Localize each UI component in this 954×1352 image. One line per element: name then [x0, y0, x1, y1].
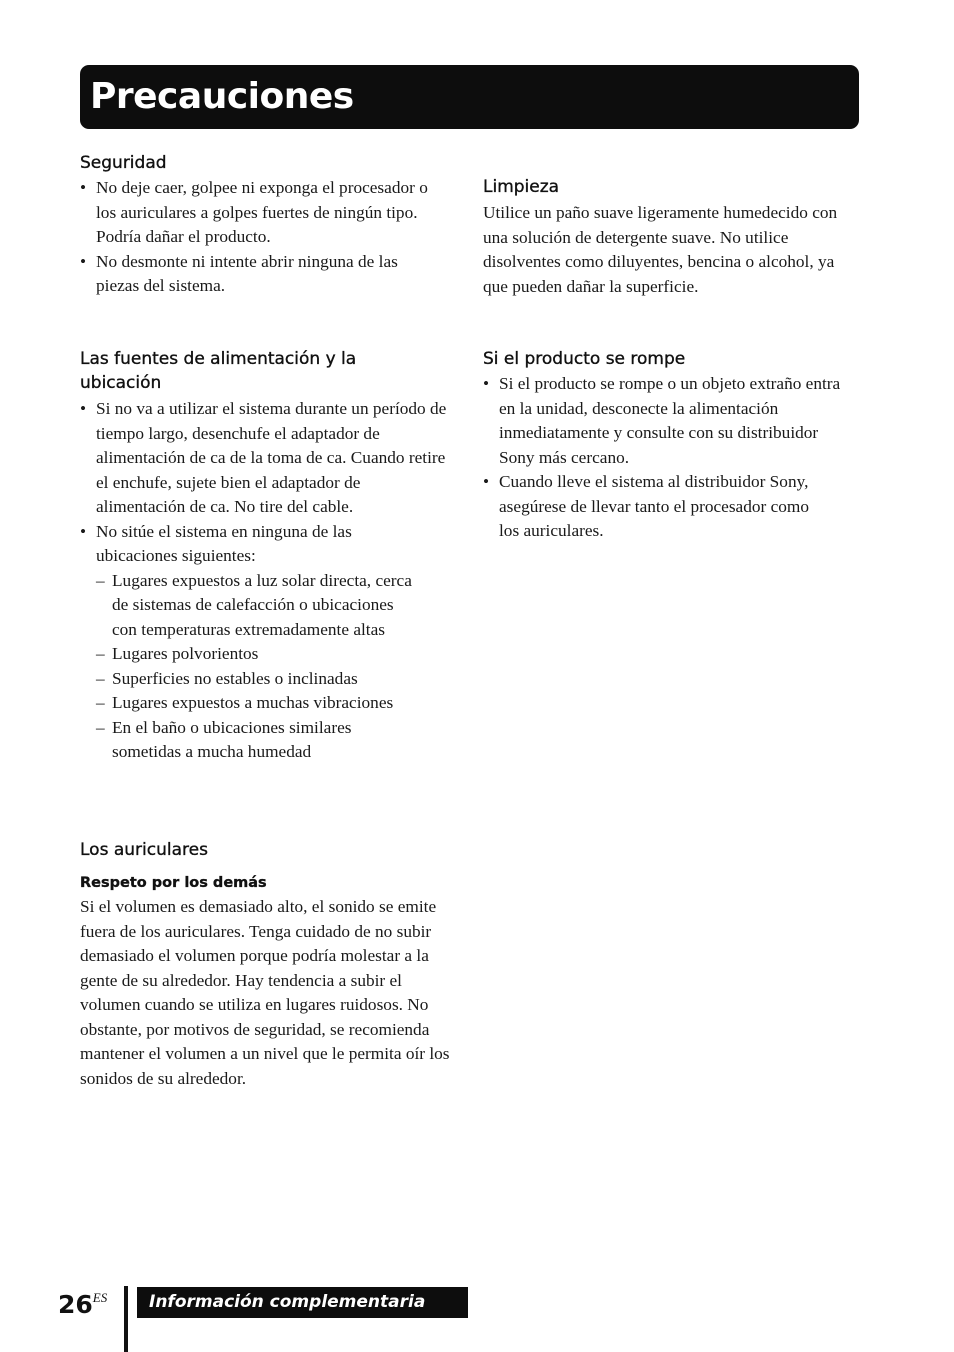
- heading-fuentes-line1: Las fuentes de alimentación y la: [80, 349, 357, 369]
- heading-auriculares: Los auriculares: [80, 840, 208, 860]
- list-item: • Si el producto se rompe o un objeto extraño entra en la unidad, desconecte la alimentación inmediatamente y consulte con su distribuidor Sony más cercano.: [483, 374, 841, 467]
- page-suffix: ES: [92, 1290, 108, 1305]
- sublist-item: – En el baño o ubicaciones similares sometidas a mucha humedad: [96, 717, 352, 761]
- rompe-list: [483, 372, 855, 544]
- heading-fuentes-line2: ubicación: [80, 373, 162, 393]
- title-bar: [80, 65, 859, 129]
- heading-rompe: Si el producto se rompe: [483, 349, 686, 369]
- heading-limpieza: Limpieza: [483, 177, 560, 197]
- section-tag-label: Información complementaria: [149, 1292, 426, 1312]
- seguridad-list: [80, 176, 440, 299]
- list-item: • Cuando lleve el sistema al distribuidor Sony, asegúrese de llevar tanto el procesador como los auriculares.: [483, 472, 809, 540]
- sublist-item: – Lugares expuestos a muchas vibraciones: [96, 693, 394, 712]
- auriculares-text: Si el volumen es demasiado alto, el sonido se emite fuera de los auriculares. Tenga cuidado de no subir demasiado el volumen porque podría molestar a la gente de su alrededor. Hay tendencia a subir el volumen cuando se utiliza en lugares ruidosos. No obstante, por motivos de seguridad, se recomienda mantener el volumen a un nivel que le permita oír los sonidos de su alrededor.: [80, 897, 450, 1088]
- page-number: $26^{ES}$: [58, 1290, 108, 1319]
- list-item: • No desmonte ni intente abrir ninguna de las piezas del sistema.: [80, 251, 398, 295]
- sublist-item: – Superficies no estables o inclinadas: [96, 668, 358, 688]
- ubicaciones-sublist: [96, 569, 436, 765]
- page-title: Precauciones: [90, 76, 354, 117]
- section-tag: [137, 1287, 468, 1318]
- list-item: • No sitúe el sistema en ninguna de las ubicaciones siguientes: – Lugares expuestos a luz solar directa, cerca de sistemas de calefacción o ubicaciones con temperaturas extremadamente altas – Lugares polvorientos – Superficies no estables o inclinadas – Lugares expuestos a muchas vibraciones – En el baño o ubicaciones similares sometidas a mucha humedad: [80, 520, 416, 765]
- heading-seguridad: Seguridad: [80, 153, 167, 173]
- list-item: • Si no va a utilizar el sistema durante un período de tiempo largo, desenchufe el adaptador de alimentación de ca de la toma de ca. Cuando retire el enchufe, sujete bien el adaptador de alimentación de ca. No tire del cable.: [80, 399, 447, 516]
- sublist-item: – Lugares polvorientos: [96, 644, 259, 663]
- limpieza-text: Utilice un paño suave ligeramente humedecido con una solución de detergente suave. No utilice disolventes como diluyentes, bencina o alcohol, ya que pueden dañar la superficie.: [483, 203, 838, 296]
- list-item: • No deje caer, golpee ni exponga el procesador o los auriculares a golpes fuertes de ningún tipo. Podría dañar el producto.: [80, 178, 428, 246]
- fuentes-list: [80, 397, 452, 765]
- sublist-item: – Lugares expuestos a luz solar directa, cerca de sistemas de calefacción o ubicaciones con temperaturas extremadamente altas: [96, 570, 412, 639]
- subheading-respeto: Respeto por los demás: [80, 875, 267, 891]
- footer-divider: [124, 1286, 128, 1352]
